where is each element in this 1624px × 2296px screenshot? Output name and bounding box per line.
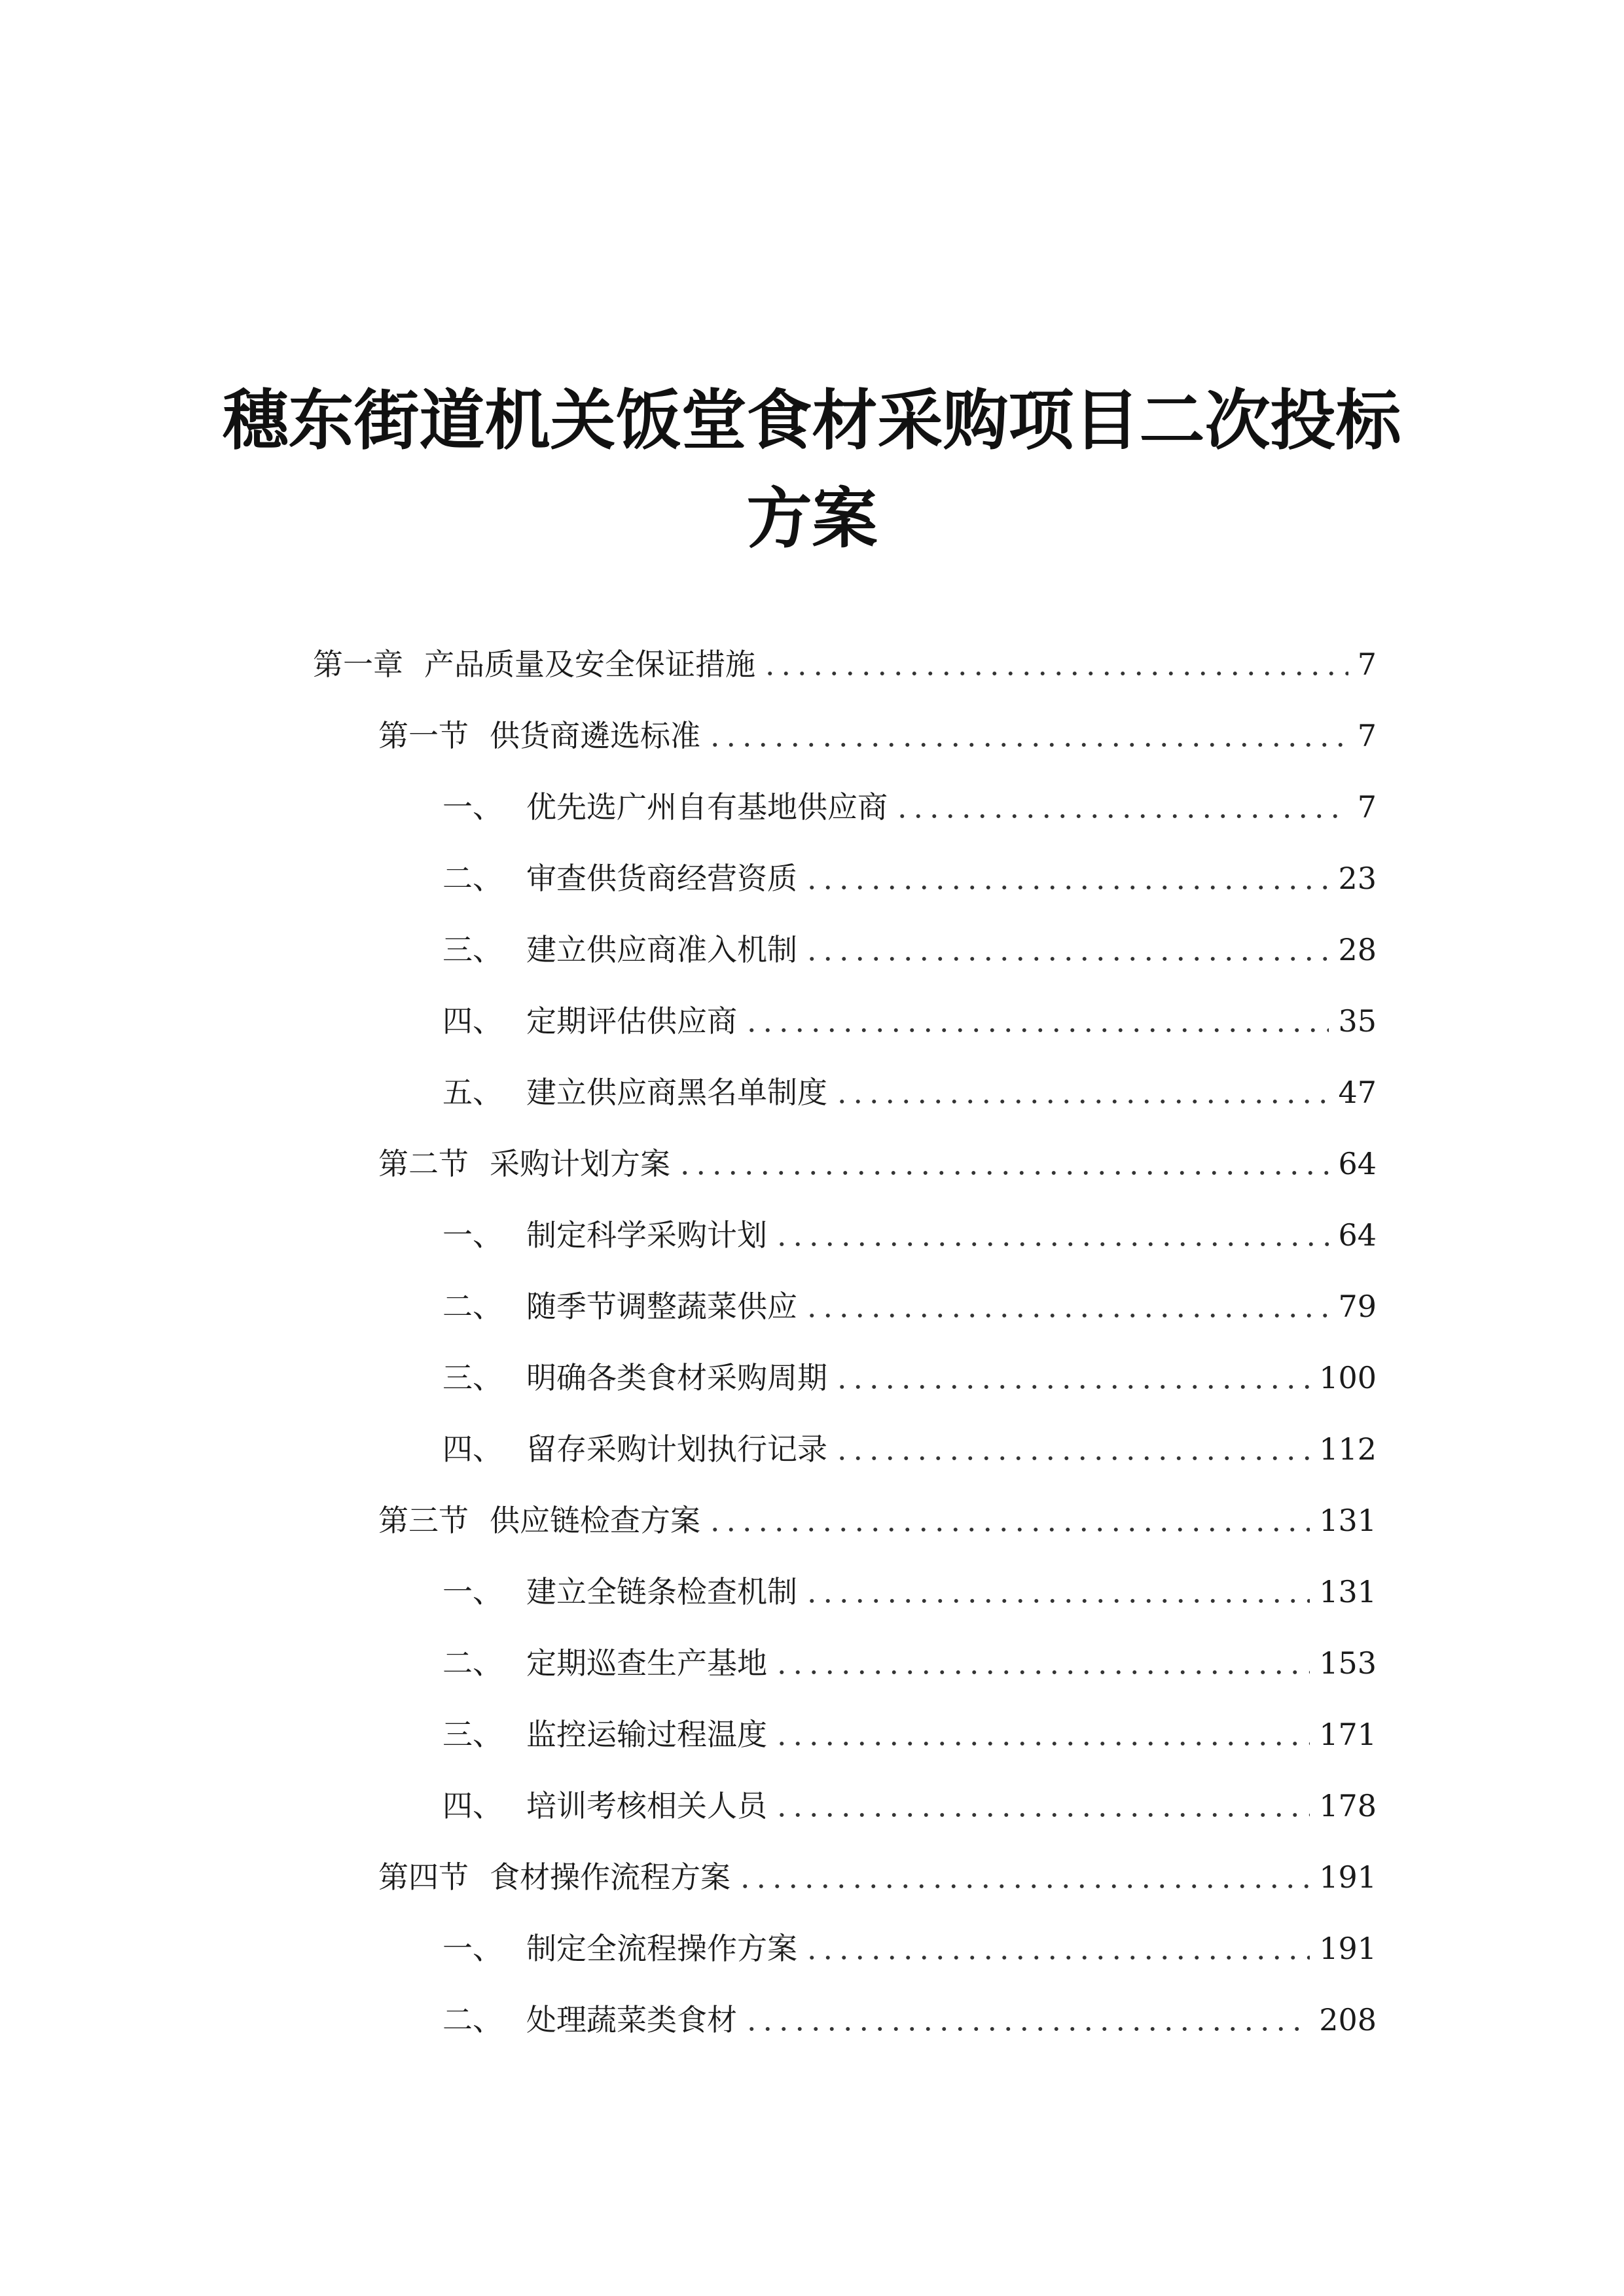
toc-dot-leader (774, 1811, 1310, 1819)
toc-entry-item-1-1-3[interactable] (442, 924, 1377, 969)
toc-entry-number: 第二节 (378, 1146, 469, 1181)
toc-entry-number: 第一节 (378, 718, 469, 753)
toc-entry-label: 留存采购计划执行记录 (526, 1431, 827, 1467)
toc-entry-page-number: 79 (1338, 1289, 1377, 1324)
toc-entry-label: 供货商遴选标准 (490, 718, 700, 753)
toc-dot-leader (804, 955, 1329, 963)
toc-entry-number: 一、 (442, 1574, 503, 1609)
toc-entry-page-number: 47 (1338, 1075, 1377, 1110)
toc-entry-item-1-2-1[interactable] (442, 1209, 1377, 1255)
toc-entry-number: 三、 (442, 932, 503, 967)
toc-entry-page-number: 7 (1357, 718, 1377, 753)
toc-entry-number: 三、 (442, 1717, 503, 1752)
toc-entry-number: 第三节 (378, 1503, 469, 1538)
toc-dot-leader (834, 1383, 1310, 1391)
toc-entry-page-number: 64 (1338, 1217, 1377, 1253)
toc-entry-label: 制定全流程操作方案 (526, 1931, 797, 1966)
toc-entry-label: 建立供应商准入机制 (526, 932, 797, 967)
toc-entry-page-number: 100 (1319, 1360, 1377, 1395)
toc-entry-label: 产品质量及安全保证措施 (424, 647, 755, 682)
toc-entry-page-number: 28 (1338, 932, 1377, 967)
toc-entry-label: 制定科学采购计划 (526, 1217, 767, 1253)
toc-entry-label: 随季节调整蔬菜供应 (526, 1289, 797, 1324)
toc-entry-label: 优先选广州自有基地供应商 (526, 789, 888, 825)
toc-entry-label: 培训考核相关人员 (526, 1788, 767, 1823)
toc-entry-item-1-4-2[interactable] (442, 1994, 1377, 2039)
toc-entry-section-1-3[interactable] (378, 1494, 1377, 1540)
toc-entry-number: 五、 (442, 1075, 503, 1110)
toc-entry-number: 三、 (442, 1360, 503, 1395)
toc-dot-leader (804, 884, 1329, 891)
toc-entry-number: 二、 (442, 1289, 503, 1324)
toc-dot-leader (744, 2025, 1310, 2033)
toc-entry-item-1-1-2[interactable] (442, 852, 1377, 898)
toc-dot-leader (774, 1240, 1329, 1248)
toc-entry-number: 四、 (442, 1003, 503, 1039)
toc-entry-label: 定期巡查生产基地 (526, 1645, 767, 1681)
toc-entry-number: 二、 (442, 861, 503, 896)
toc-dot-leader (762, 670, 1348, 677)
toc-dot-leader (774, 1668, 1310, 1676)
toc-entry-item-1-4-1[interactable] (442, 1922, 1377, 1968)
toc-entry-label: 采购计划方案 (490, 1146, 670, 1181)
toc-entry-label: 监控运输过程温度 (526, 1717, 767, 1752)
toc-entry-page-number: 191 (1319, 1859, 1377, 1895)
toc-entry-page-number: 153 (1319, 1645, 1377, 1681)
toc-dot-leader (894, 812, 1348, 820)
toc-entry-item-1-1-1[interactable] (442, 781, 1377, 827)
document-title-line-2: 方案 (746, 480, 878, 557)
toc-entry-page-number: 64 (1338, 1146, 1377, 1181)
toc-dot-leader (737, 1882, 1310, 1890)
toc-entry-page-number: 131 (1319, 1503, 1377, 1538)
document-title-line-1: 穗东街道机关饭堂食材采购项目二次投标 (223, 382, 1401, 459)
toc-entry-label: 审查供货商经营资质 (526, 861, 797, 896)
toc-entry-label: 建立供应商黑名单制度 (526, 1075, 827, 1110)
toc-dot-leader (774, 1740, 1310, 1748)
toc-entry-number: 四、 (442, 1788, 503, 1823)
toc-entry-item-1-1-5[interactable] (442, 1066, 1377, 1112)
toc-entry-number: 一、 (442, 789, 503, 825)
toc-entry-label: 明确各类食材采购周期 (526, 1360, 827, 1395)
toc-dot-leader (677, 1169, 1329, 1177)
toc-entry-section-1-1[interactable] (378, 709, 1377, 755)
toc-dot-leader (804, 1312, 1329, 1319)
toc-entry-item-1-3-4[interactable] (442, 1780, 1377, 1825)
toc-entry-page-number: 7 (1357, 789, 1377, 825)
toc-entry-page-number: 208 (1319, 2002, 1377, 2037)
toc-entry-number: 一、 (442, 1931, 503, 1966)
toc-entry-label: 食材操作流程方案 (490, 1859, 731, 1895)
toc-entry-item-1-2-2[interactable] (442, 1280, 1377, 1326)
toc-dot-leader (707, 741, 1348, 749)
toc-entry-section-1-4[interactable] (378, 1851, 1377, 1897)
toc-entry-chapter-1[interactable] (313, 638, 1377, 684)
toc-entry-section-1-2[interactable] (378, 1138, 1377, 1183)
toc-entry-label: 建立全链条检查机制 (526, 1574, 797, 1609)
toc-entry-item-1-3-1[interactable] (442, 1566, 1377, 1611)
toc-entry-page-number: 191 (1319, 1931, 1377, 1966)
toc-entry-item-1-1-4[interactable] (442, 995, 1377, 1041)
toc-entry-page-number: 131 (1319, 1574, 1377, 1609)
toc-entry-label: 供应链检查方案 (490, 1503, 700, 1538)
toc-entry-page-number: 171 (1319, 1717, 1377, 1752)
document-title (0, 371, 1624, 567)
toc-dot-leader (804, 1954, 1310, 1962)
toc-dot-leader (834, 1454, 1310, 1462)
toc-entry-page-number: 112 (1319, 1431, 1377, 1467)
toc-entry-label: 定期评估供应商 (526, 1003, 737, 1039)
toc-entry-item-1-2-3[interactable] (442, 1352, 1377, 1397)
toc-dot-leader (744, 1026, 1329, 1034)
toc-entry-item-1-3-2[interactable] (442, 1637, 1377, 1683)
toc-dot-leader (804, 1597, 1310, 1605)
toc-entry-item-1-3-3[interactable] (442, 1708, 1377, 1754)
toc-entry-page-number: 7 (1357, 647, 1377, 682)
toc-dot-leader (707, 1526, 1310, 1534)
toc-entry-number: 四、 (442, 1431, 503, 1467)
toc-entry-number: 第四节 (378, 1859, 469, 1895)
toc-entry-label: 处理蔬菜类食材 (526, 2002, 737, 2037)
toc-entry-page-number: 178 (1319, 1788, 1377, 1823)
toc-entry-page-number: 23 (1338, 861, 1377, 896)
toc-entry-number: 一、 (442, 1217, 503, 1253)
toc-entry-number: 二、 (442, 2002, 503, 2037)
toc-entry-item-1-2-4[interactable] (442, 1423, 1377, 1469)
toc-entry-page-number: 35 (1338, 1003, 1377, 1039)
toc-entry-number: 二、 (442, 1645, 503, 1681)
toc-dot-leader (834, 1098, 1329, 1105)
toc-entry-number: 第一章 (313, 647, 403, 682)
